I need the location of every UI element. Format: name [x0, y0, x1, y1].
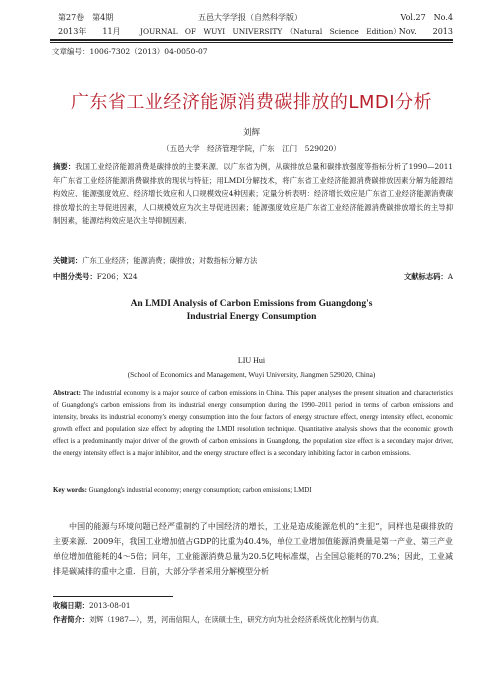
received-date — [53, 600, 473, 612]
received-value: 2013-08-01 — [88, 601, 131, 610]
keywords-en-text: Guangdong's industrial economy; energy consumption; carbon emissions; LMDI — [88, 487, 312, 494]
doc-code — [404, 270, 453, 284]
keywords-zh-text: 广东工业经济；能源消费；碳排放；对数指标分解方法 — [82, 256, 258, 265]
clc-label: 中图分类号： — [53, 272, 97, 281]
body-paragraph: 中国的能源与环境问题已经严重制约了中国经济的增长，工业是造成能源危机的“主犯”，同样也是碳排放的主要来源．2009年，我国工业增加值占GDP的比重为40.4%，单位工业增加值能源消费量是第一产业、第三产业单位增加值能耗的4～5倍；同年，工业能源消费总量为20.5亿吨标准煤，占全国总能耗的70.2%；因此，工业减排是碳减排的重中之重．目前，大部分学者采用分解模型分析 — [53, 522, 453, 576]
keywords-zh — [53, 254, 453, 268]
issue-en: Vol.27 No.4 — [400, 13, 453, 22]
article-title-en — [0, 298, 503, 324]
body-text — [53, 519, 453, 579]
journal-title-en: JOURNAL OF WUYI UNIVERSITY （Natural Science Edition） — [140, 27, 401, 36]
abstract-en-text: The industrial economy is a major source of carbon emissions in China. This paper analyses the present situation and characteristics of Guangdong's carbon emissions from its industrial energy consumption during the 1990–2011 period in terms of carbon emissions and intensity, breaks its industrial economy's energy consumption into the four factors of energy structure effect, energy intensity effect, economic growth effect and population size effect by adopting the LMDI resolution technique. Quantitative analysis shows that the economic growth effect is a predominantly major driver of the growth of carbon emissions in Guangdong, the population size effect is a secondary major driver, the energy intensity effect is a major inhibitor, and the energy structure effect is a secondary inhibiting factor in carbon emissions. — [53, 390, 453, 457]
issue-zh: 第27卷 第4期 — [58, 13, 114, 22]
affiliation-zh: （五邑大学 经济管理学院，广东 江门 529020） — [162, 144, 341, 153]
keywords-en-label: Key words: — [53, 487, 87, 494]
doc-label: 文献标志码： — [403, 272, 448, 281]
header-rule-thick — [50, 39, 453, 41]
footnote-rule — [53, 596, 173, 597]
clc-value: F206；X24 — [96, 272, 138, 281]
keywords-en — [53, 485, 453, 497]
abstract-en — [53, 388, 453, 460]
bio-label: 作者简介： — [53, 615, 89, 624]
bio-value: 刘辉（1987—），男，河南信阳人，在读硕士生，研究方向为社会经济系统优化控制与仿真． — [88, 615, 384, 624]
abstract-zh-label: 摘要： — [53, 162, 76, 171]
date-en: Nov. 2013 — [398, 27, 453, 36]
title-en-line-2: Industrial Energy Consumption — [186, 312, 317, 322]
abstract-zh-text: 我国工业经济能源消费是碳排放的主要来源．以广东省为例，从碳排放总量和碳排放强度等指标分析了1990—2011年广东省工业经济能源消费碳排放的现状与特征；用LMDI分解技术，将广东省工业经济能源消费碳排放因素分解为能源结构效应、能源强度效应、经济增长效应和人口规模效应4种因素；定量分析表明：经济增长效应是广东省工业经济能源消费碳排放增长的主导促进因素，人口规模效应为次主导促进因素；能源强度效应是广东省工业经济能源消费碳排放增长的主导抑制因素，能源结构效应是次主导抑制因素． — [53, 162, 454, 226]
article-number: 文章编号：1006-7302（2013）04-0050-07 — [52, 47, 208, 56]
journal-title-zh: 五邑大学学报（自然科学版） — [198, 13, 302, 22]
doc-value: A — [447, 272, 453, 281]
classification-line — [53, 270, 453, 284]
author-en: LIU Hui — [237, 356, 266, 365]
received-label: 收稿日期： — [53, 601, 89, 610]
author-bio — [53, 614, 473, 626]
abstract-zh — [53, 160, 453, 228]
title-en-line-1: An LMDI Analysis of Carbon Emissions from Guangdong's — [130, 299, 373, 309]
article-title-zh: 广东省工业经济能源消费碳排放的LMDI分析 — [70, 92, 433, 113]
keywords-zh-label: 关键词： — [53, 256, 83, 265]
affiliation-en: (School of Economics and Management, Wuyi University, Jiangmen 529020, China) — [127, 370, 376, 379]
header-rule-thin — [50, 42, 453, 43]
author-zh: 刘辉 — [242, 128, 260, 138]
abstract-en-label: Abstract: — [53, 390, 81, 397]
date-zh: 2013年 11月 — [58, 27, 121, 36]
